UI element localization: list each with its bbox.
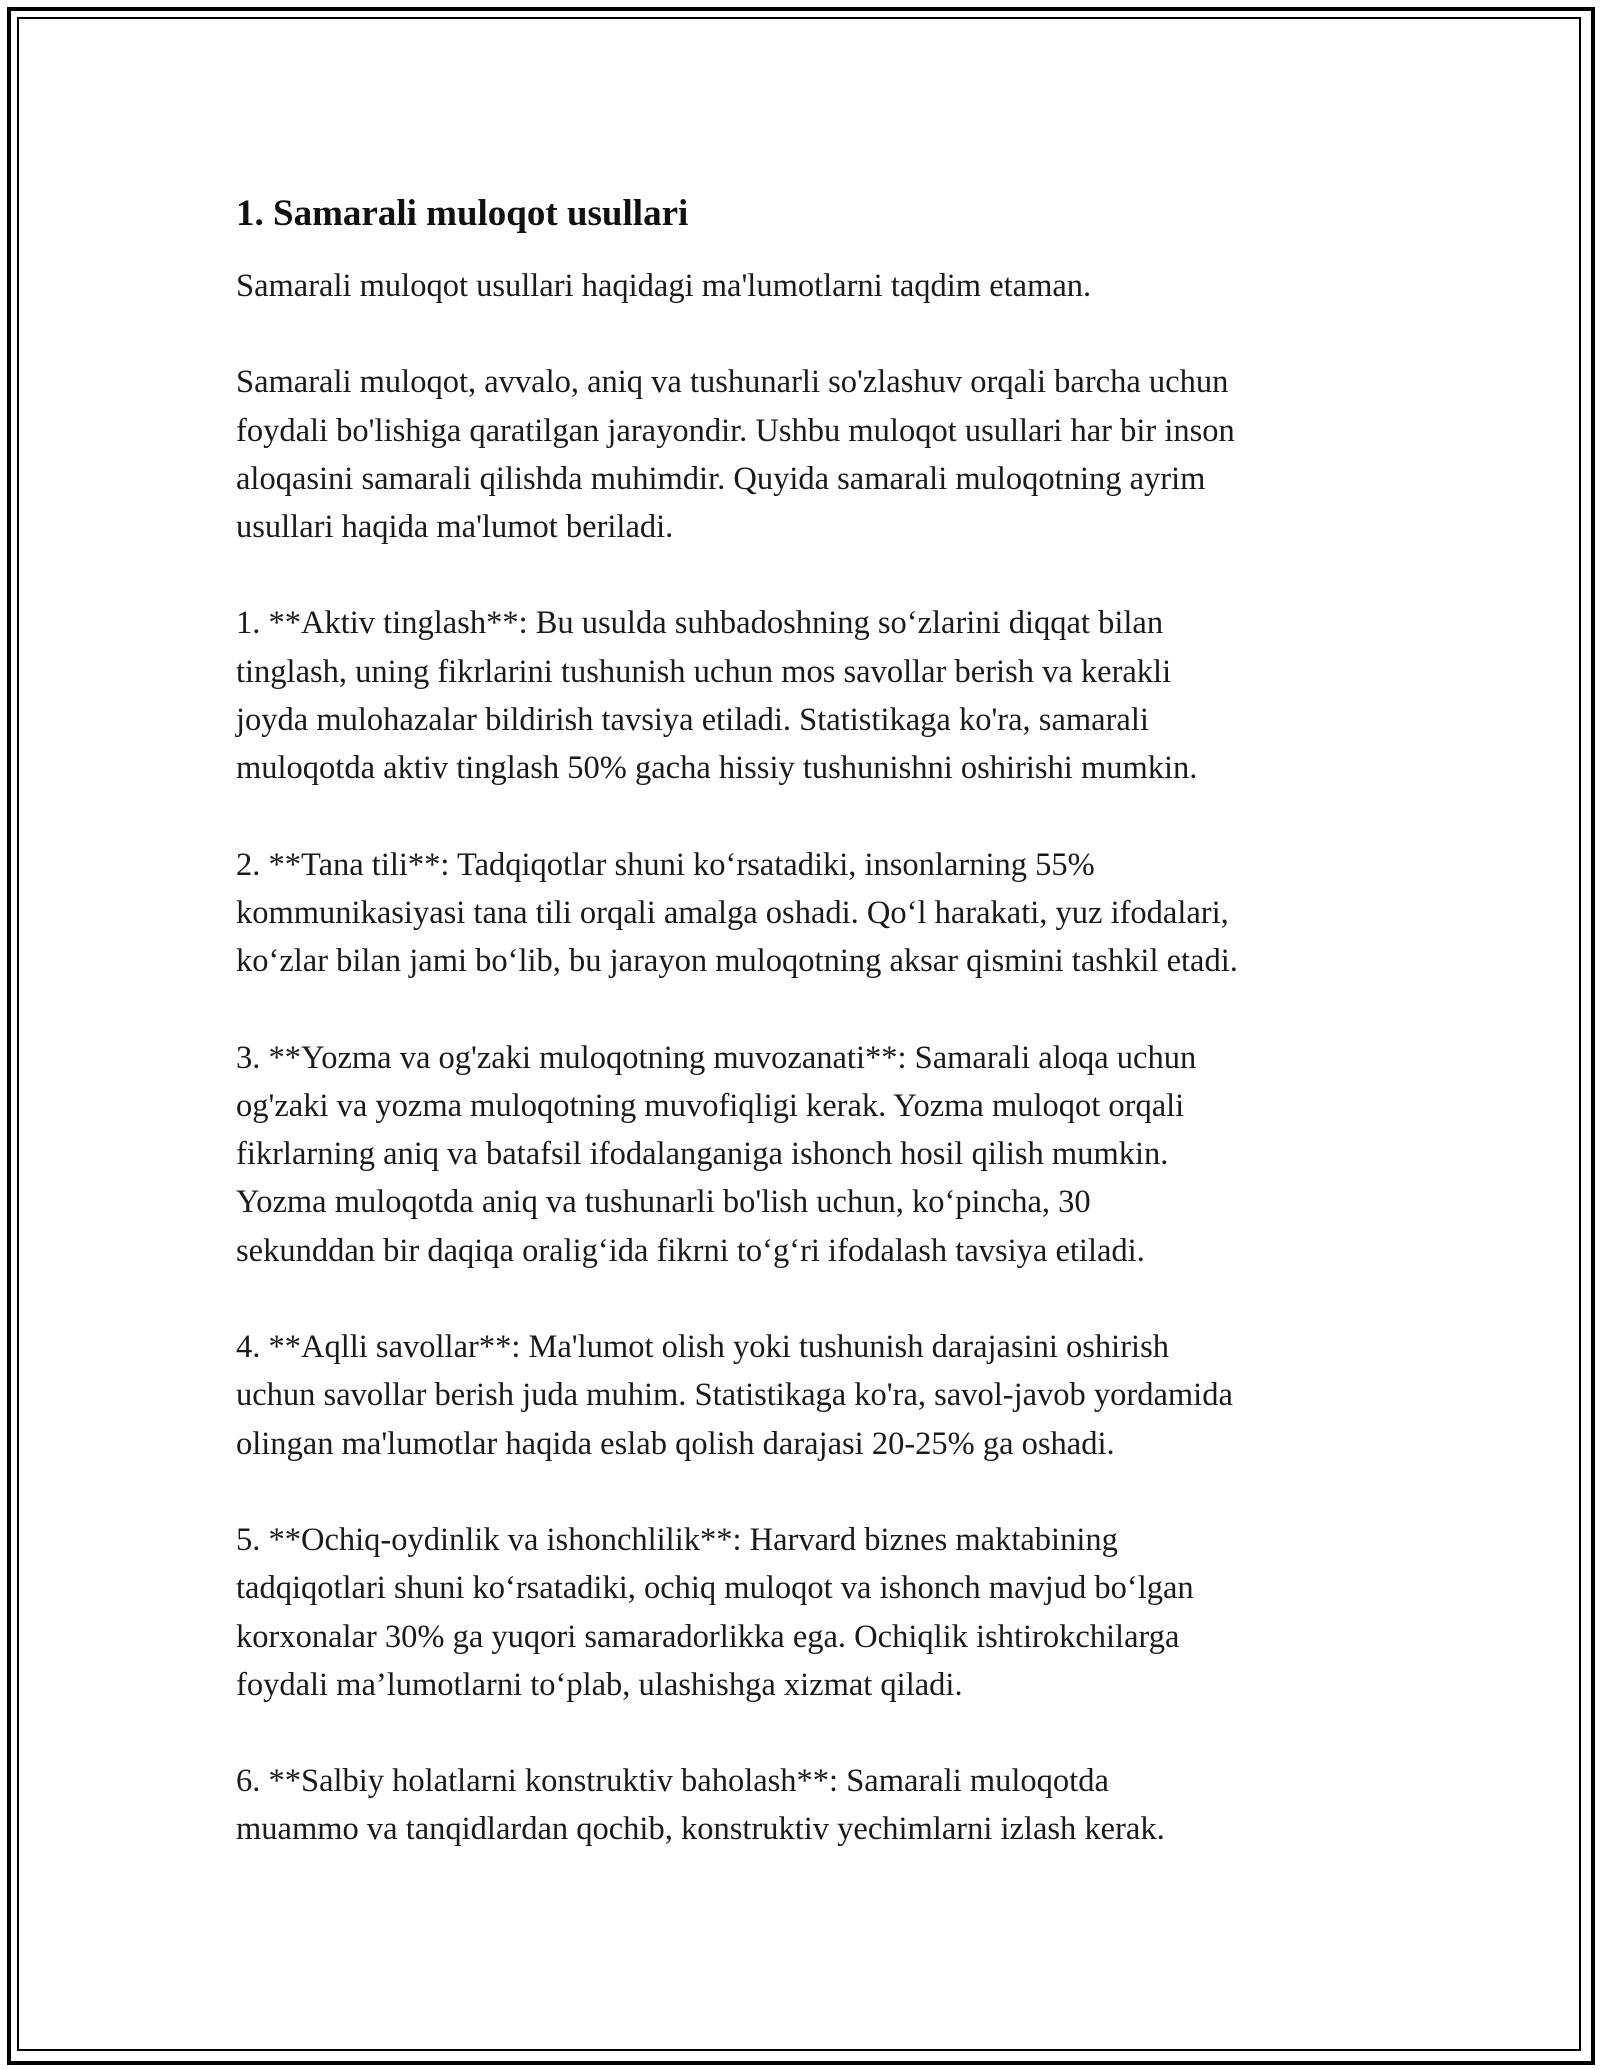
list-item-body-language: 2. **Tana tili**: Tadqiqotlar shuni ko‘rsatadiki, insonlarning 55% kommunikasiyasi tana tili orqali amalga oshadi. Qo‘l harakati, yuz ifodalari, ko‘zlar bilan jami bo‘lib, bu jarayon muloqotning aksar qismini tashkil etadi. (236, 846, 1238, 980)
list-item-active-listening: 1. **Aktiv tinglash**: Bu usulda suhbadoshning so‘zlarini diqqat bilan tinglash, uning fikrlarini tushunish uchun mos savollar berish va kerakli joyda mulohazalar bildirish tavsiya etiladi. Statistikaga ko'ra, samarali muloqotda aktiv tinglash 50% gacha hissiy tushunishni oshirishi mumkin. (236, 605, 1198, 787)
page-title: 1. Samarali muloqot usullari (236, 193, 689, 234)
list-item-constructive-evaluation: 6. **Salbiy holatlarni konstruktiv baholash**: Samarali muloqotda muammo va tanqidlardan qochib, konstruktiv yechimlarni izlash kerak. (236, 1763, 1165, 1848)
overview-paragraph: Samarali muloqot, avvalo, aniq va tushunarli so'zlashuv orqali barcha uchun foydali bo'lishiga qaratilgan jarayondir. Ushbu muloqot usullari har bir inson aloqasini samarali qilishda muhimdir. Quyida samarali muloqotning ayrim usullari haqida ma'lumot beriladi. (236, 364, 1235, 546)
list-item-smart-questions: 4. **Aqlli savollar**: Ma'lumot olish yoki tushunish darajasini oshirish uchun savollar berish juda muhim. Statistikaga ko'ra, savol-javob yordamida olingan ma'lumotlar haqida eslab qolish darajasi 20-25% ga oshadi. (236, 1329, 1233, 1462)
list-item-written-oral-balance: 3. **Yozma va og'zaki muloqotning muvozanati**: Samarali aloqa uchun og'zaki va yozma muloqotning muvofiqligi kerak. Yozma muloqot orqali fikrlarning aniq va batafsil ifodalanganiga ishonch hosil qilish mumkin. Yozma muloqotda aniq va tushunarli bo'lish uchun, ko‘pincha, 30 sekunddan bir daqiqa oralig‘ida fikrni to‘g‘ri ifodalash tavsiya etiladi. (236, 1039, 1197, 1269)
list-item-openness-trust: 5. **Ochiq-oydinlik va ishonchlilik**: Harvard biznes maktabining tadqiqotlari shuni ko‘rsatadiki, ochiq muloqot va ishonch mavjud bo‘lgan korxonalar 30% ga yuqori samaradorlikka ega. Ochiqlik ishtirokchilarga foydali ma’lumotlarni to‘plab, ulashishga xizmat qiladi. (236, 1521, 1194, 1703)
intro-paragraph: Samarali muloqot usullari haqidagi ma'lumotlarni taqdim etaman. (236, 268, 1092, 304)
document-body (236, 186, 1376, 1902)
